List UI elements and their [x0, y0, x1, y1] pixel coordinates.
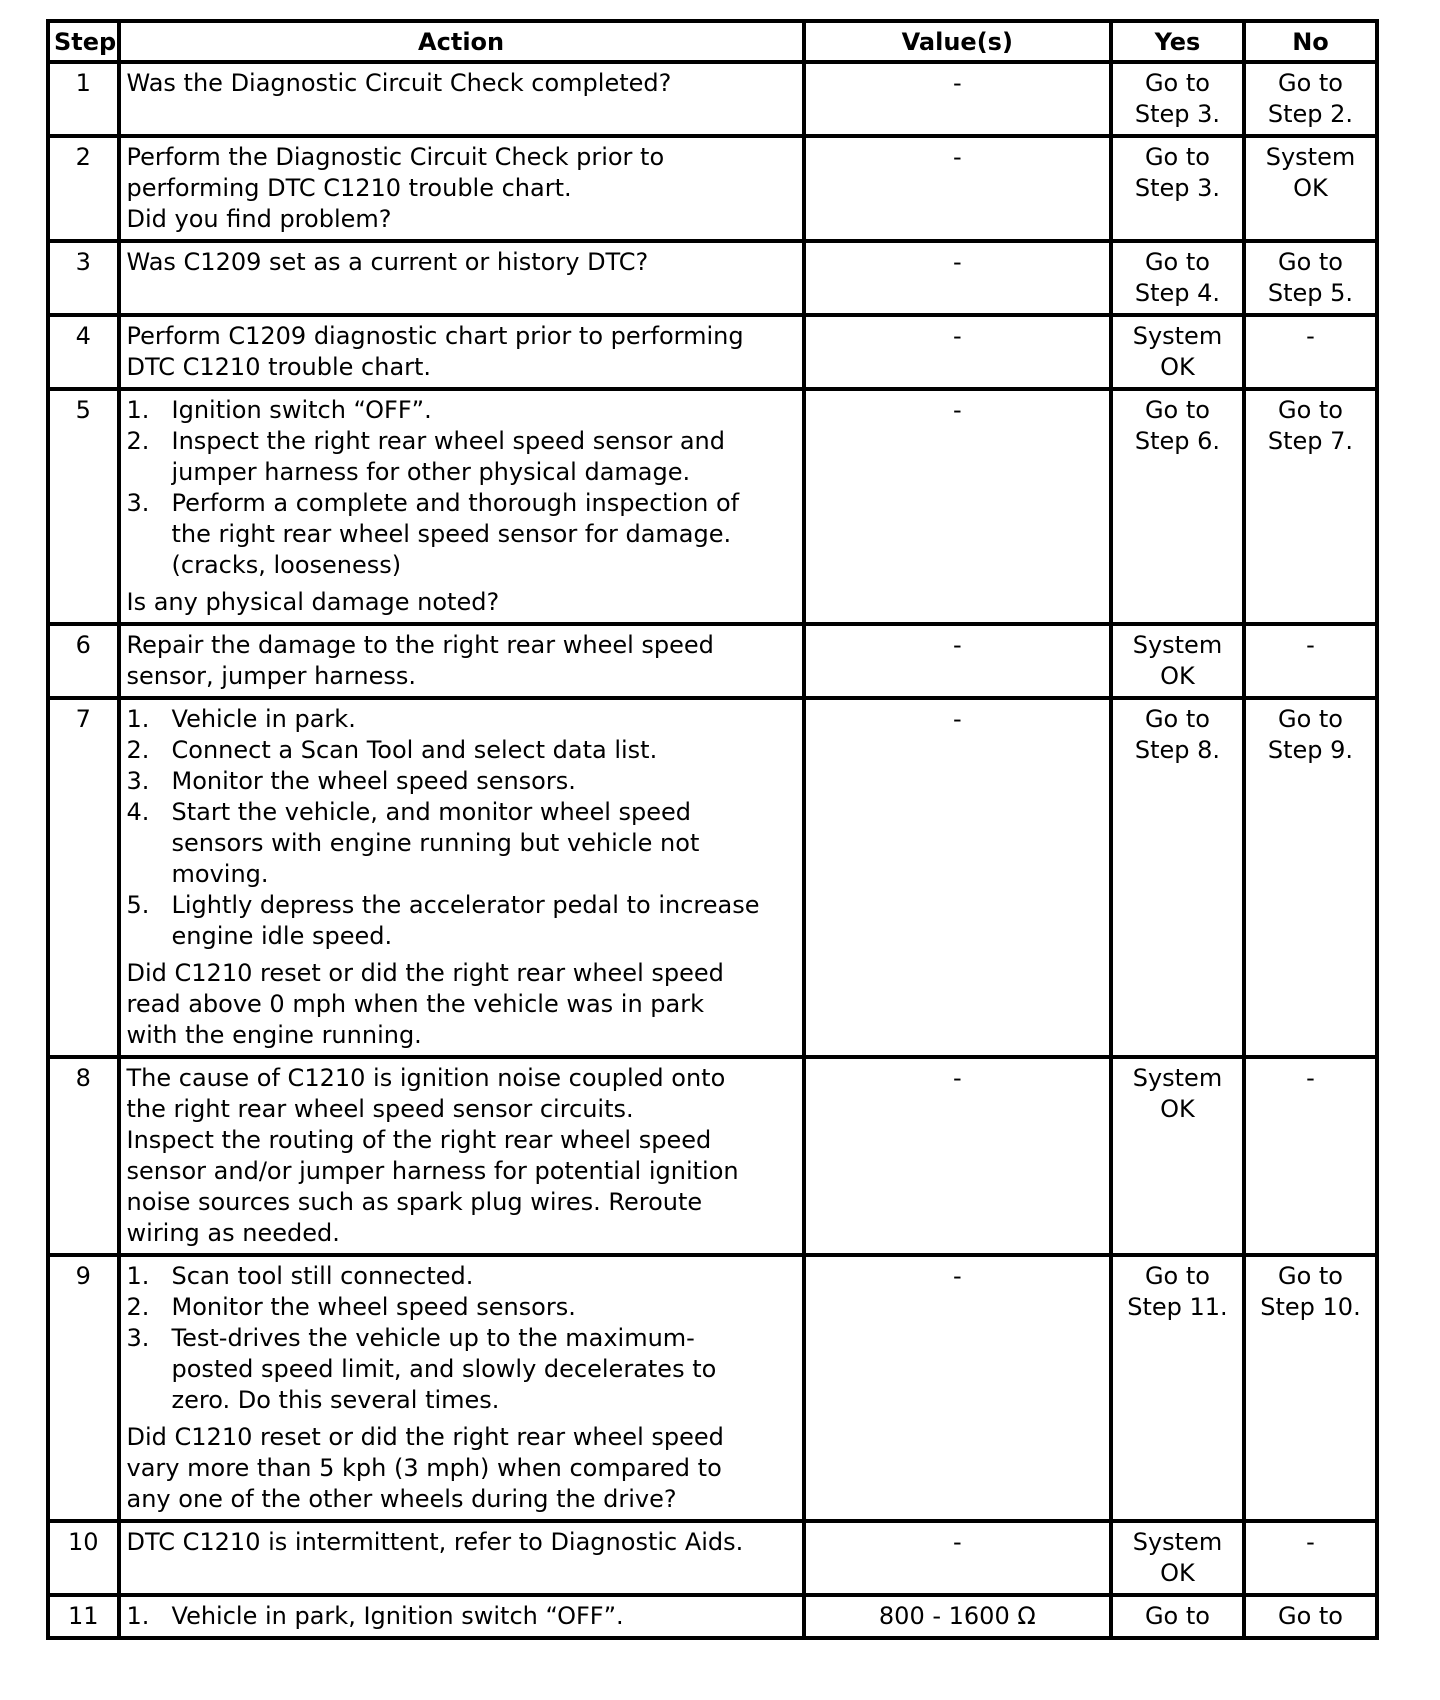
yes-text-line: OK: [1160, 353, 1195, 381]
yes-cell: [1111, 1255, 1244, 1521]
no-text-line: -: [1306, 1528, 1315, 1556]
list-item-text: jumper harness for other physical damage.: [171, 458, 691, 486]
yes-cell: [1111, 624, 1244, 698]
value-cell: -: [804, 1521, 1111, 1595]
list-item-text: Connect a Scan Tool and select data list.: [171, 736, 658, 764]
action-list-item: [127, 890, 796, 952]
action-cell: [119, 698, 804, 1057]
table-row: [48, 1595, 1377, 1638]
action-text-line: performing DTC C1210 trouble chart.: [126, 174, 572, 202]
action-list-item: [127, 488, 796, 581]
list-item-number: 2.: [126, 427, 150, 455]
list-item-number: 4.: [126, 798, 150, 826]
list-item-number: 1.: [126, 396, 150, 424]
list-item-text: Scan tool still connected.: [171, 1262, 474, 1290]
no-text-line: Step 5.: [1267, 279, 1354, 307]
header-step: Step: [48, 21, 119, 62]
yes-text-line: Go to: [1144, 1602, 1210, 1630]
action-cell: [119, 62, 804, 136]
list-item-text: Monitor the wheel speed sensors.: [171, 767, 576, 795]
action-question: [127, 1422, 796, 1515]
no-text-line: Step 2.: [1267, 100, 1354, 128]
value-cell: 800 - 1600 Ω: [804, 1595, 1111, 1638]
value-cell: -: [804, 241, 1111, 315]
yes-text-line: Go to: [1144, 705, 1210, 733]
yes-cell: [1111, 62, 1244, 136]
yes-cell: [1111, 1521, 1244, 1595]
action-text-line: Perform the Diagnostic Circuit Check prior to: [126, 143, 665, 171]
no-text-line: -: [1306, 322, 1315, 350]
action-cell: [119, 624, 804, 698]
table-row: [48, 1521, 1377, 1595]
step-number: 1: [48, 62, 119, 136]
action-list-item: [127, 704, 796, 735]
value-cell: -: [804, 624, 1111, 698]
step-number: 2: [48, 136, 119, 241]
list-item-text: Monitor the wheel speed sensors.: [171, 1293, 576, 1321]
list-item-text: moving.: [171, 860, 269, 888]
action-list-item: [127, 1601, 796, 1632]
header-row: [48, 21, 1377, 62]
table-row: [48, 315, 1377, 389]
no-text-line: Go to: [1277, 69, 1343, 97]
step-number: 5: [48, 389, 119, 624]
yes-text-line: Go to: [1144, 248, 1210, 276]
action-text-line: Was C1209 set as a current or history DTC?: [126, 248, 649, 276]
list-item-number: 1.: [126, 705, 150, 733]
table-row: [48, 624, 1377, 698]
action-cell: [119, 1595, 804, 1638]
list-item-text: sensors with engine running but vehicle not: [171, 829, 700, 857]
question-line: Is any physical damage noted?: [126, 588, 500, 616]
value-cell: -: [804, 389, 1111, 624]
list-item-text: Vehicle in park, Ignition switch “OFF”.: [171, 1602, 624, 1630]
step-number: 4: [48, 315, 119, 389]
action-list-item: [127, 1292, 796, 1323]
no-text-line: Go to: [1277, 1602, 1343, 1630]
header-values: Value(s): [804, 21, 1111, 62]
action-question: [127, 587, 796, 618]
value-cell: -: [804, 1255, 1111, 1521]
yes-text-line: Step 11.: [1127, 1293, 1228, 1321]
action-list-item: [127, 735, 796, 766]
list-item-number: 1.: [126, 1262, 150, 1290]
yes-text-line: Step 6.: [1134, 427, 1221, 455]
action-cell: [119, 315, 804, 389]
no-cell: [1244, 315, 1377, 389]
list-item-number: 3.: [126, 767, 150, 795]
action-list-item: [127, 1323, 796, 1416]
yes-text-line: Step 3.: [1134, 100, 1221, 128]
value-cell: -: [804, 1057, 1111, 1255]
no-cell: [1244, 241, 1377, 315]
action-cell: [119, 241, 804, 315]
question-line: Did C1210 reset or did the right rear wheel speed: [126, 959, 724, 987]
table-row: [48, 389, 1377, 624]
yes-text-line: Go to: [1144, 69, 1210, 97]
action-list-item: [127, 395, 796, 426]
yes-cell: [1111, 698, 1244, 1057]
no-cell: [1244, 1521, 1377, 1595]
yes-text-line: Step 8.: [1134, 736, 1221, 764]
list-item-number: 1.: [126, 1602, 150, 1630]
list-item-text: Inspect the right rear wheel speed sensor and: [171, 427, 726, 455]
action-text-line: DTC C1210 trouble chart.: [126, 353, 432, 381]
action-cell: [119, 389, 804, 624]
yes-text-line: Step 3.: [1134, 174, 1221, 202]
action-list-item: [127, 1261, 796, 1292]
action-text-line: sensor and/or jumper harness for potential ignition: [126, 1157, 739, 1185]
list-item-number: 2.: [126, 736, 150, 764]
table-row: [48, 1057, 1377, 1255]
no-cell: [1244, 624, 1377, 698]
yes-text-line: System: [1132, 322, 1223, 350]
no-text-line: System: [1265, 143, 1356, 171]
action-text-line: The cause of C1210 is ignition noise coupled onto: [126, 1064, 726, 1092]
yes-text-line: OK: [1160, 1559, 1195, 1587]
no-text-line: Go to: [1277, 396, 1343, 424]
no-cell: [1244, 62, 1377, 136]
table-row: [48, 136, 1377, 241]
no-text-line: -: [1306, 1064, 1315, 1092]
step-number: 9: [48, 1255, 119, 1521]
no-cell: [1244, 1595, 1377, 1638]
step-number: 8: [48, 1057, 119, 1255]
action-text-line: Did you find problem?: [126, 205, 392, 233]
no-text-line: Step 9.: [1267, 736, 1354, 764]
step-number: 3: [48, 241, 119, 315]
list-item-number: 3.: [126, 1324, 150, 1352]
list-item-text: Start the vehicle, and monitor wheel speed: [171, 798, 692, 826]
table-row: [48, 62, 1377, 136]
action-text-line: wiring as needed.: [126, 1219, 340, 1247]
yes-cell: [1111, 1595, 1244, 1638]
list-item-text: the right rear wheel speed sensor for damage.: [171, 520, 732, 548]
yes-text-line: Go to: [1144, 396, 1210, 424]
yes-cell: [1111, 1057, 1244, 1255]
action-question: [127, 958, 796, 1051]
action-cell: [119, 1255, 804, 1521]
value-cell: -: [804, 136, 1111, 241]
action-list-item: [127, 797, 796, 890]
no-text-line: OK: [1293, 174, 1328, 202]
list-item-number: 5.: [126, 891, 150, 919]
yes-text-line: System: [1132, 631, 1223, 659]
action-text-line: Was the Diagnostic Circuit Check completed?: [126, 69, 672, 97]
step-number: 11: [48, 1595, 119, 1638]
value-cell: -: [804, 315, 1111, 389]
list-item-number: 3.: [126, 489, 150, 517]
no-text-line: Go to: [1277, 1262, 1343, 1290]
no-text-line: Go to: [1277, 248, 1343, 276]
step-number: 10: [48, 1521, 119, 1595]
question-line: vary more than 5 kph (3 mph) when compared to: [126, 1454, 722, 1482]
action-text-line: noise sources such as spark plug wires. Reroute: [126, 1188, 703, 1216]
action-text-line: Perform C1209 diagnostic chart prior to performing: [126, 322, 744, 350]
question-line: with the engine running.: [126, 1021, 422, 1049]
diagnostic-table: [46, 19, 1379, 1640]
no-text-line: Go to: [1277, 705, 1343, 733]
yes-text-line: OK: [1160, 662, 1195, 690]
table-row: [48, 698, 1377, 1057]
step-number: 7: [48, 698, 119, 1057]
list-item-text: Lightly depress the accelerator pedal to increase: [171, 891, 760, 919]
table-row: [48, 1255, 1377, 1521]
action-text-line: Repair the damage to the right rear wheel speed: [126, 631, 714, 659]
yes-text-line: System: [1132, 1528, 1223, 1556]
yes-cell: [1111, 136, 1244, 241]
header-action: Action: [119, 21, 804, 62]
yes-cell: [1111, 241, 1244, 315]
diagnostic-table-container: [46, 19, 1379, 1640]
step-number: 6: [48, 624, 119, 698]
action-list-item: [127, 766, 796, 797]
action-cell: [119, 1057, 804, 1255]
no-cell: [1244, 1255, 1377, 1521]
list-item-text: zero. Do this several times.: [171, 1386, 500, 1414]
no-cell: [1244, 389, 1377, 624]
value-cell: -: [804, 698, 1111, 1057]
action-list-item: [127, 426, 796, 488]
action-text-line: sensor, jumper harness.: [126, 662, 417, 690]
action-cell: [119, 136, 804, 241]
yes-text-line: Step 4.: [1134, 279, 1221, 307]
question-line: read above 0 mph when the vehicle was in park: [126, 990, 705, 1018]
table-row: [48, 241, 1377, 315]
yes-cell: [1111, 389, 1244, 624]
no-text-line: -: [1306, 631, 1315, 659]
header-no: No: [1244, 21, 1377, 62]
question-line: Did C1210 reset or did the right rear wheel speed: [126, 1423, 724, 1451]
yes-cell: [1111, 315, 1244, 389]
action-text-line: the right rear wheel speed sensor circuits.: [126, 1095, 634, 1123]
no-cell: [1244, 136, 1377, 241]
yes-text-line: OK: [1160, 1095, 1195, 1123]
list-item-text: posted speed limit, and slowly decelerates to: [171, 1355, 717, 1383]
header-yes: Yes: [1111, 21, 1244, 62]
list-item-text: Test-drives the vehicle up to the maximum-: [171, 1324, 695, 1352]
value-cell: -: [804, 62, 1111, 136]
no-text-line: Step 10.: [1260, 1293, 1361, 1321]
list-item-text: engine idle speed.: [171, 922, 393, 950]
list-item-number: 2.: [126, 1293, 150, 1321]
list-item-text: Perform a complete and thorough inspection of: [171, 489, 740, 517]
list-item-text: (cracks, looseness): [171, 551, 402, 579]
action-text-line: Inspect the routing of the right rear wheel speed: [126, 1126, 712, 1154]
yes-text-line: Go to: [1144, 143, 1210, 171]
action-cell: [119, 1521, 804, 1595]
no-text-line: Step 7.: [1267, 427, 1354, 455]
table-body: [48, 62, 1377, 1638]
no-cell: [1244, 698, 1377, 1057]
no-cell: [1244, 1057, 1377, 1255]
yes-text-line: Go to: [1144, 1262, 1210, 1290]
list-item-text: Vehicle in park.: [171, 705, 356, 733]
list-item-text: Ignition switch “OFF”.: [171, 396, 432, 424]
yes-text-line: System: [1132, 1064, 1223, 1092]
question-line: any one of the other wheels during the drive?: [126, 1485, 677, 1513]
action-text-line: DTC C1210 is intermittent, refer to Diagnostic Aids.: [126, 1528, 744, 1556]
